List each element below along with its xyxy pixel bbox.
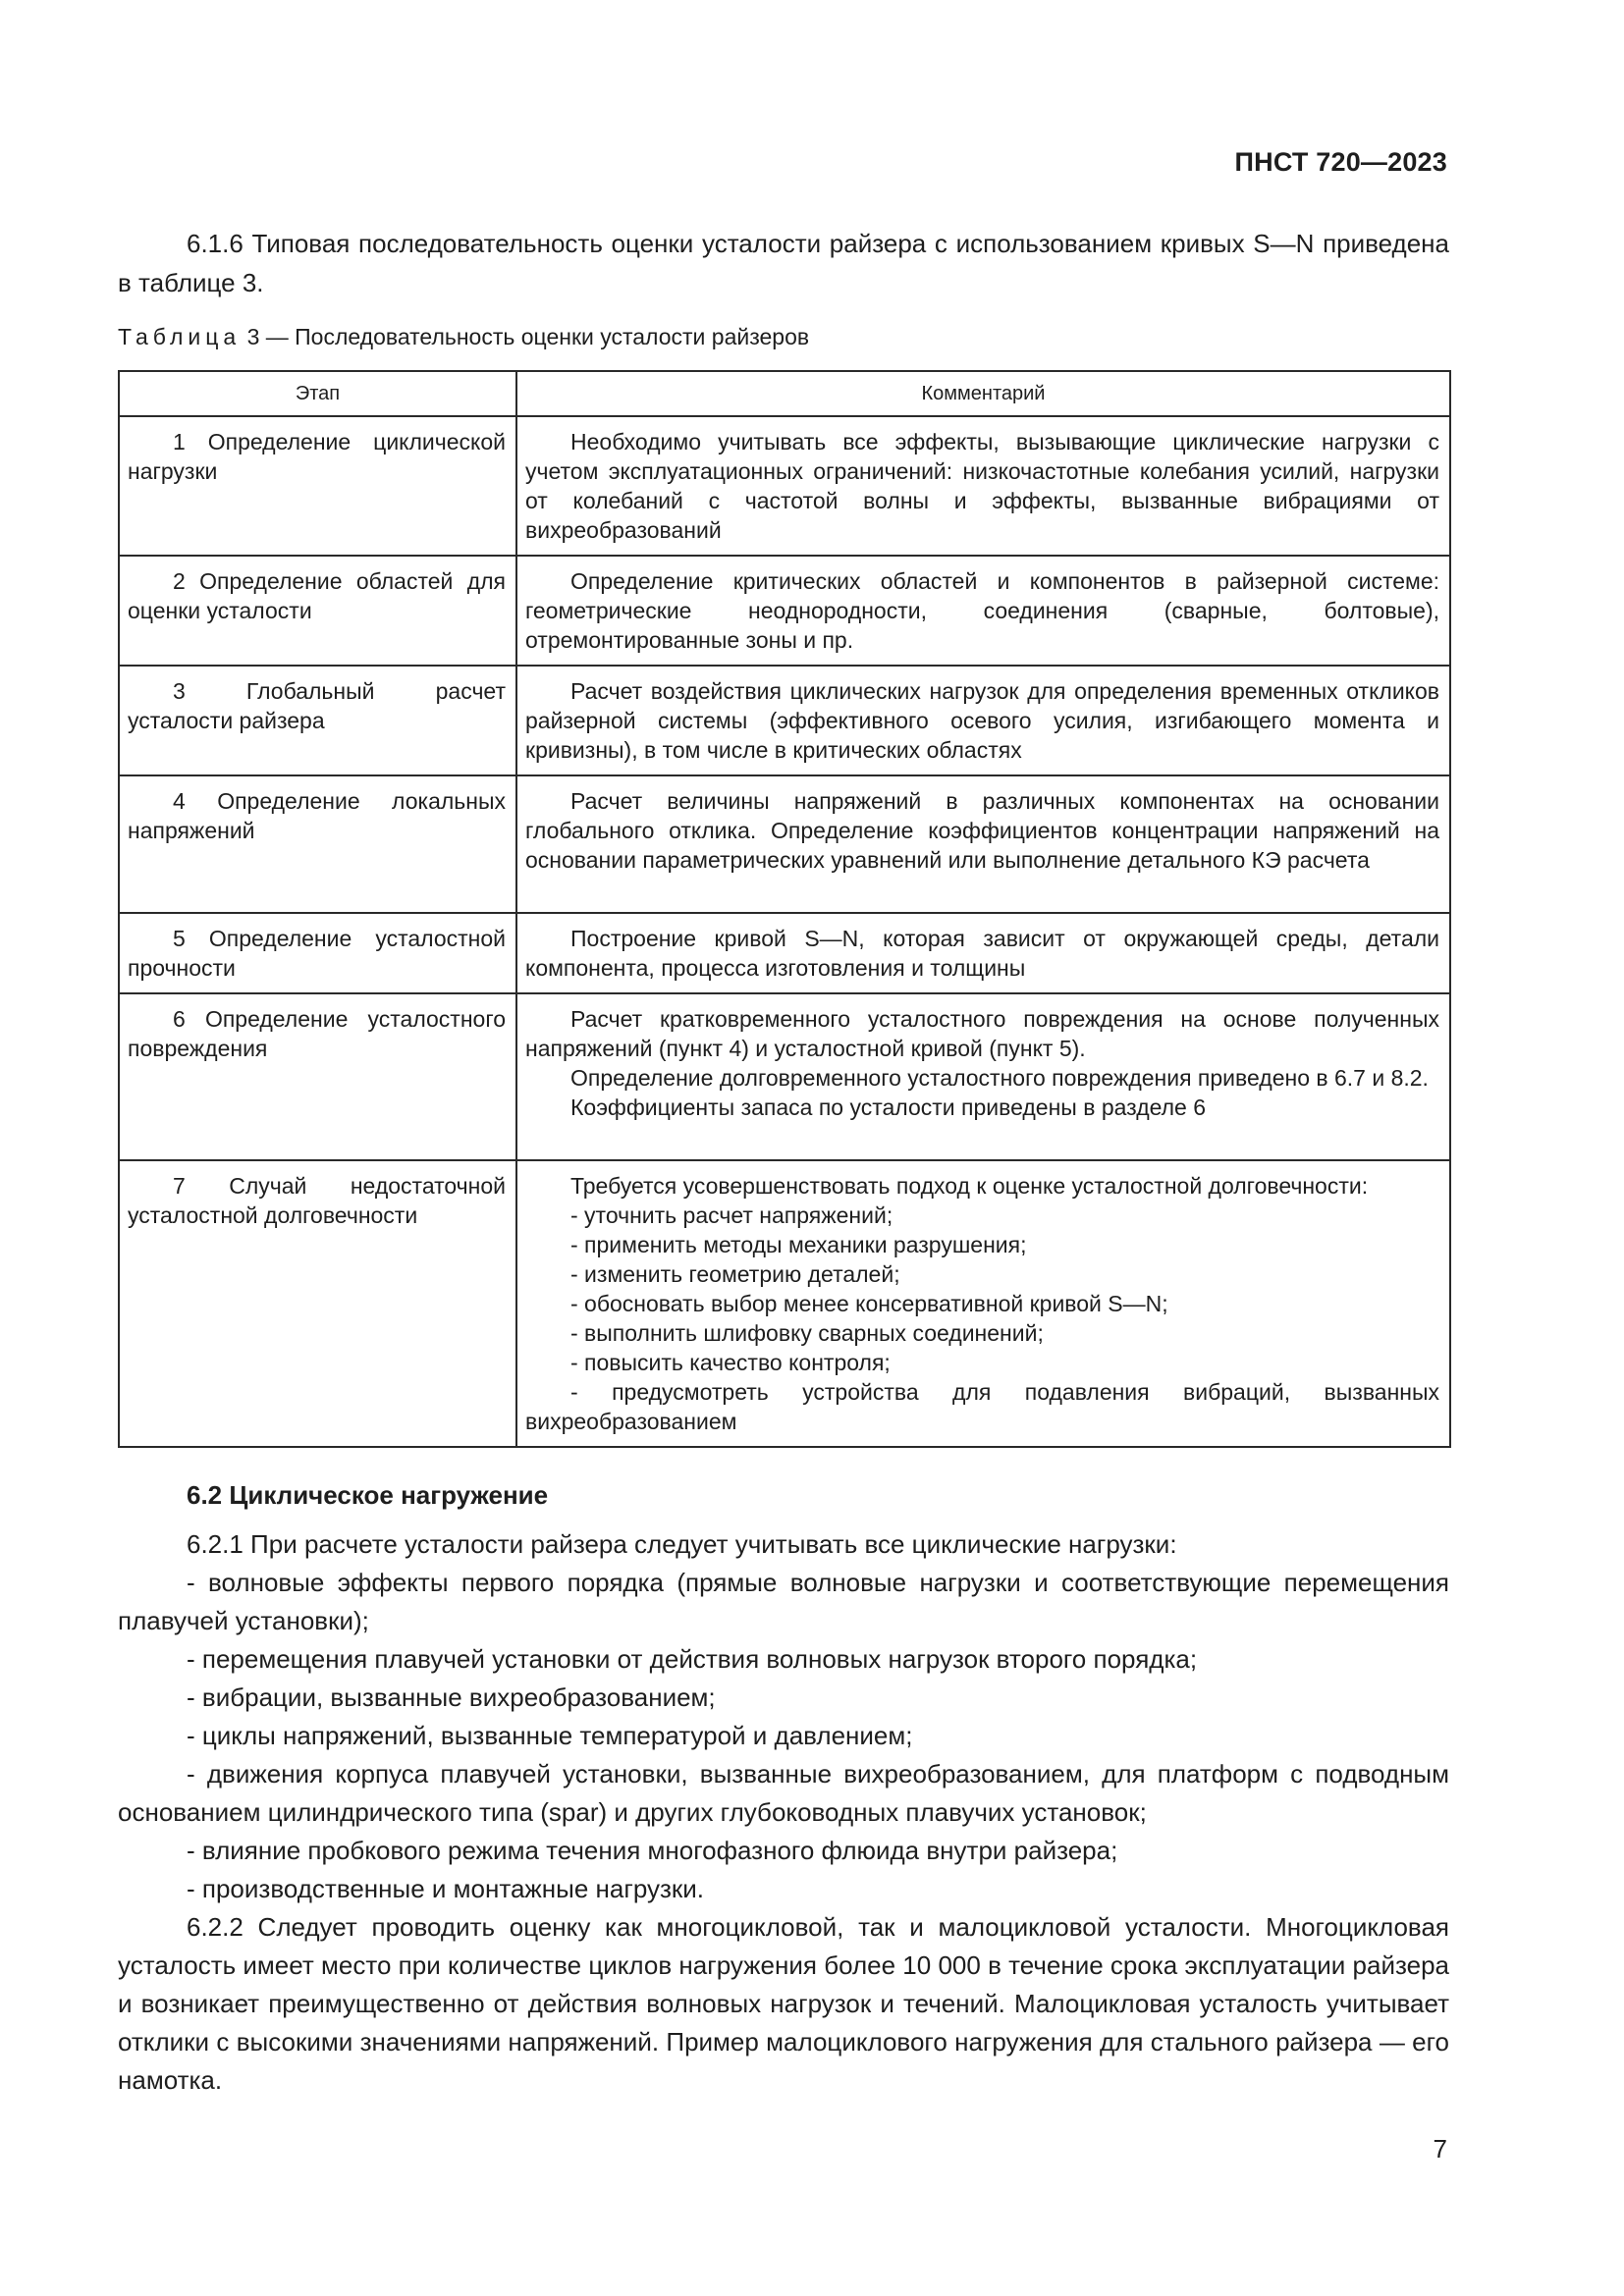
table-row bbox=[119, 993, 1450, 1160]
comment-paragraph: Расчет кратковременного усталостного повреждения на основе полученных напряжений (пункт 4) и усталостной кривой (пункт 5). bbox=[525, 1006, 1439, 1061]
section-list-item: - волновые эффекты первого порядка (прямые волновые нагрузки и соответствующие перемещения плавучей установки); bbox=[118, 1568, 1449, 1635]
comment-paragraph: Требуется усовершенствовать подход к оценке усталостной долговечности: bbox=[570, 1173, 1369, 1199]
comment-cell bbox=[516, 556, 1450, 666]
stage-cell bbox=[119, 913, 516, 993]
comment-paragraph: Необходимо учитывать все эффекты, вызывающие циклические нагрузки с учетом эксплуатационных ограничений: низкочастотные колебания усилий, нагрузки от колебаний с частотой волны и эффекты, вызванные вибрациями от вихреобразований bbox=[525, 429, 1439, 543]
table-row bbox=[119, 556, 1450, 666]
stage-text: 7 Случай недостаточной усталостной долговечности bbox=[128, 1173, 506, 1228]
section-list-item: - влияние пробкового режима течения многофазного флюида внутри райзера; bbox=[187, 1836, 1118, 1865]
header-comment: Комментарий bbox=[516, 371, 1450, 416]
stage-cell bbox=[119, 1160, 516, 1447]
table-row bbox=[119, 666, 1450, 775]
header-stage: Этап bbox=[119, 371, 516, 416]
comment-paragraph: Коэффициенты запаса по усталости приведены в разделе 6 bbox=[570, 1095, 1207, 1120]
table-row bbox=[119, 416, 1450, 556]
section-6-2 bbox=[118, 1476, 1449, 2100]
stage-text: 5 Определение усталостной прочности bbox=[128, 926, 506, 981]
comment-list-item: - повысить качество контроля; bbox=[570, 1350, 891, 1375]
comment-cell bbox=[516, 775, 1450, 913]
comment-list-item: - предусмотреть устройства для подавления вибраций, вызванных вихреобразованием bbox=[525, 1379, 1439, 1434]
table-caption-label: Таблица bbox=[118, 324, 242, 349]
section-list-item: - перемещения плавучей установки от действия волновых нагрузок второго порядка; bbox=[187, 1644, 1198, 1674]
comment-cell bbox=[516, 993, 1450, 1160]
section-heading: 6.2 Циклическое нагружение bbox=[187, 1480, 549, 1510]
section-list-item: - производственные и монтажные нагрузки. bbox=[187, 1874, 705, 1903]
stage-cell bbox=[119, 556, 516, 666]
comment-list-item: - выполнить шлифовку сварных соединений; bbox=[570, 1320, 1044, 1346]
comment-cell bbox=[516, 1160, 1450, 1447]
stage-text: 3 Глобальный расчет усталости райзера bbox=[128, 678, 506, 733]
comment-paragraph: Расчет величины напряжений в различных компонентах на основании глобального отклика. Определение коэффициентов концентрации напряжений на основании параметрических уравнений или выполнение детального КЭ расчета bbox=[525, 788, 1439, 873]
page-number: 7 bbox=[1433, 2134, 1447, 2163]
stage-text: 4 Определение локальных напряжений bbox=[128, 788, 506, 843]
section-paragraph: 6.2.2 Следует проводить оценку как многоцикловой, так и малоцикловой усталости. Многоцикловая усталость имеет место при количестве циклов нагружения более 10 000 в течение срока эксплуатации райзера и возникает преимущественно от действия волновых нагрузок и течений. Малоцикловая усталость учитывает отклики с высокими значениями напряжений. Пример малоциклового нагружения для стального райзера — его намотка. bbox=[118, 1912, 1449, 2095]
stage-cell bbox=[119, 416, 516, 556]
comment-paragraph: Определение долговременного усталостного повреждения приведено в 6.7 и 8.2. bbox=[570, 1065, 1429, 1091]
stage-cell bbox=[119, 775, 516, 913]
section-list-item: - вибрации, вызванные вихреобразованием; bbox=[187, 1682, 716, 1712]
table-caption-title: 3 — Последовательность оценки усталости райзеров bbox=[241, 324, 810, 349]
document-code: ПНСТ 720—2023 bbox=[1234, 147, 1447, 177]
stage-cell bbox=[119, 666, 516, 775]
table-row bbox=[119, 1160, 1450, 1447]
table-row bbox=[119, 775, 1450, 913]
stage-cell bbox=[119, 993, 516, 1160]
comment-paragraph: Построение кривой S—N, которая зависит от окружающей среды, детали компонента, процесса изготовления и толщины bbox=[525, 926, 1439, 981]
section-paragraph: 6.2.1 При расчете усталости райзера следует учитывать все циклические нагрузки: bbox=[187, 1529, 1177, 1559]
stage-text: 6 Определение усталостного повреждения bbox=[128, 1006, 506, 1061]
comment-list-item: - уточнить расчет напряжений; bbox=[570, 1202, 893, 1228]
comment-paragraph: Определение критических областей и компонентов в райзерной системе: геометрические неоднородности, соединения (сварные, болтовые), отремонтированные зоны и пр. bbox=[525, 568, 1439, 653]
comment-paragraph: Расчет воздействия циклических нагрузок для определения временных откликов райзерной системы (эффективного осевого усилия, изгибающего момента и кривизны), в том числе в критических областях bbox=[525, 678, 1439, 763]
section-list-item: - циклы напряжений, вызванные температурой и давлением; bbox=[187, 1721, 913, 1750]
comment-cell bbox=[516, 416, 1450, 556]
fatigue-sequence-table bbox=[118, 370, 1451, 1448]
comment-list-item: - изменить геометрию деталей; bbox=[570, 1261, 900, 1287]
stage-text: 1 Определение циклической нагрузки bbox=[128, 429, 506, 484]
comment-cell bbox=[516, 666, 1450, 775]
intro-paragraph: 6.1.6 Типовая последовательность оценки усталости райзера с использованием кривых S—N приведена в таблице 3. bbox=[118, 229, 1449, 297]
comment-list-item: - обосновать выбор менее консервативной кривой S—N; bbox=[570, 1291, 1168, 1316]
comment-list-item: - применить методы механики разрушения; bbox=[570, 1232, 1027, 1257]
table-header-row bbox=[119, 371, 1450, 416]
comment-cell bbox=[516, 913, 1450, 993]
stage-text: 2 Определение областей для оценки усталости bbox=[128, 568, 506, 623]
section-list-item: - движения корпуса плавучей установки, вызванные вихреобразованием, для платформ с подводным основанием цилиндрического типа (spar) и других глубоководных плавучих установок; bbox=[118, 1759, 1449, 1827]
table-caption bbox=[118, 324, 809, 350]
table-row bbox=[119, 913, 1450, 993]
